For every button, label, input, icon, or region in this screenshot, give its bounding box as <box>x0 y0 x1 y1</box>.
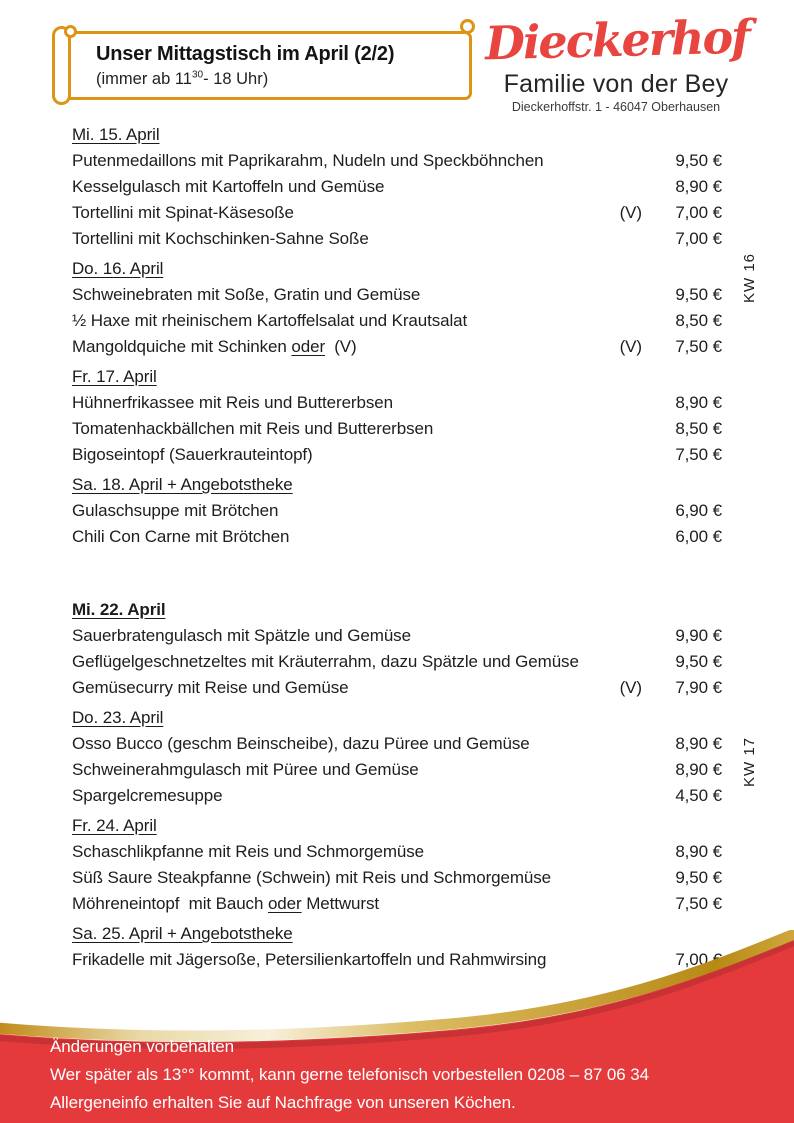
title-banner <box>52 26 472 105</box>
address-line: Dieckerhoffstr. 1 - 46047 Oberhausen <box>511 100 721 114</box>
menu-section-apr24 <box>72 813 722 917</box>
dish-price: 7,00 € <box>675 203 722 222</box>
dish-name: Schweinerahmgulasch mit Püree und Gemüse <box>72 760 419 779</box>
owner-name: Familie von der Bey <box>503 70 729 98</box>
day-heading: Fr. 17. April <box>72 367 157 386</box>
dish-price: 6,90 € <box>675 501 722 520</box>
dish-name: Tortellini mit Spinat-Käsesoße <box>72 203 294 222</box>
dish-name: ½ Haxe mit rheinischem Kartoffelsalat und Krautsalat <box>72 311 468 330</box>
footer-line-preorder: Wer später als 13°° kommt, kann gerne telefonisch vorbestellen 0208 – 87 06 34 <box>50 1065 649 1084</box>
menu-item-row <box>72 623 722 649</box>
dish-name: Tortellini mit Kochschinken-Sahne Soße <box>72 229 369 248</box>
menu-item-row <box>72 226 722 252</box>
menu-section-apr23 <box>72 705 722 809</box>
dish-name: Schweinebraten mit Soße, Gratin und Gemüse <box>72 285 421 304</box>
dish-name-pre: Möhreneintopf mit Bauch <box>72 894 268 913</box>
dish-price: 9,90 € <box>675 626 722 645</box>
footer-line-allergens: Allergeneinfo erhalten Sie auf Nachfrage von unseren Köchen. <box>50 1093 516 1112</box>
day-heading: Do. 16. April <box>72 259 164 278</box>
dish-price: 7,00 € <box>675 950 722 969</box>
dish-price: 8,90 € <box>675 393 722 412</box>
menu-item-row <box>72 442 722 468</box>
dish-price: 8,50 € <box>675 419 722 438</box>
day-heading: Sa. 25. April + Angebotstheke <box>72 924 293 943</box>
scroll-curl-icon <box>64 25 77 38</box>
dish-price: 7,90 € <box>675 678 722 697</box>
dish-price: 7,50 € <box>675 445 722 464</box>
dish-name: Frikadelle mit Jägersoße, Petersilienkartoffeln und Rahmwirsing <box>72 950 547 969</box>
opening-hours-post: - 18 Uhr) <box>203 70 269 88</box>
menu-item-row <box>72 308 722 334</box>
dish-name: Geflügelgeschnetzeltes mit Kräuterrahm, dazu Spätzle und Gemüse <box>72 652 579 671</box>
menu-section-apr18 <box>72 472 722 550</box>
menu-section-apr15 <box>72 122 722 252</box>
dish-name-pre: Mangoldquiche mit Schinken <box>72 337 292 356</box>
menu-item-row <box>72 757 722 783</box>
menu-item-row <box>72 174 722 200</box>
dish-price: 9,50 € <box>675 151 722 170</box>
menu-item-row <box>72 148 722 174</box>
dish-price: 9,50 € <box>675 285 722 304</box>
veg-marker: (V) <box>619 203 642 222</box>
opening-hours-pre: (immer ab 11 <box>96 70 192 88</box>
dish-name-post: Mettwurst <box>301 894 379 913</box>
dish-name: Gemüsecurry mit Reise und Gemüse <box>72 678 349 697</box>
scroll-curl-icon <box>460 19 475 34</box>
dish-name-post: (V) <box>325 337 357 356</box>
menu-item-row <box>72 416 722 442</box>
menu-section-apr22 <box>72 597 722 701</box>
dish-name: Schaschlikpfanne mit Reis und Schmorgemüse <box>72 842 425 861</box>
week-label-kw17: KW 17 <box>741 737 758 788</box>
menu-list <box>72 118 722 973</box>
menu-item-row <box>72 839 722 865</box>
dish-price: 9,50 € <box>675 868 722 887</box>
menu-item-row <box>72 498 722 524</box>
day-heading: Sa. 18. April + Angebotstheke <box>72 475 293 494</box>
page-title: Unser Mittagstisch im April (2/2) <box>96 43 395 65</box>
dish-price: 8,90 € <box>675 734 722 753</box>
menu-item-row <box>72 524 722 550</box>
opening-hours-sup: 30 <box>191 69 204 81</box>
dish-price: 8,90 € <box>675 842 722 861</box>
veg-marker: (V) <box>619 337 642 356</box>
menu-item-row <box>72 731 722 757</box>
dish-name-underlined: oder <box>291 337 325 356</box>
dish-price: 7,50 € <box>675 894 722 913</box>
restaurant-logo <box>484 9 750 115</box>
menu-item-row <box>72 282 722 308</box>
menu-item-row <box>72 200 722 226</box>
footer-line-changes: Änderungen vorbehalten <box>50 1037 235 1056</box>
brand-name: Dieckerhof <box>484 9 750 71</box>
dish-price: 8,90 € <box>675 760 722 779</box>
dish-name <box>72 334 600 360</box>
dish-price: 6,00 € <box>675 527 722 546</box>
banner-frame <box>63 31 472 100</box>
opening-hours <box>96 67 469 91</box>
dish-name: Kesselgulasch mit Kartoffeln und Gemüse <box>72 177 385 196</box>
menu-item-row <box>72 649 722 675</box>
menu-item-row <box>72 675 722 701</box>
dish-price: 7,50 € <box>675 337 722 356</box>
veg-marker: (V) <box>619 678 642 697</box>
dish-name: Sauerbratengulasch mit Spätzle und Gemüse <box>72 626 411 645</box>
day-heading: Mi. 22. April <box>72 600 166 619</box>
dish-name-underlined: oder <box>267 894 302 913</box>
dish-name: Hühnerfrikassee mit Reis und Buttererbsen <box>72 393 393 412</box>
dish-price: 8,50 € <box>675 311 722 330</box>
dish-name: Gulaschsuppe mit Brötchen <box>72 501 279 520</box>
dish-price: 7,00 € <box>675 229 722 248</box>
day-heading: Do. 23. April <box>72 708 164 727</box>
dish-name <box>72 891 600 917</box>
dish-name: Osso Bucco (geschm Beinscheibe), dazu Püree und Gemüse <box>72 734 530 753</box>
footer-notes <box>50 1033 649 1117</box>
menu-section-apr16 <box>72 256 722 360</box>
dish-name: Tomatenhackbällchen mit Reis und Buttererbsen <box>72 419 434 438</box>
dish-name: Spargelcremesuppe <box>72 786 223 805</box>
dish-price: 8,90 € <box>675 177 722 196</box>
dish-price: 9,50 € <box>675 652 722 671</box>
menu-item-row <box>72 783 722 809</box>
dish-price: 4,50 € <box>675 786 722 805</box>
menu-item-row <box>72 865 722 891</box>
menu-item-row <box>72 891 722 917</box>
day-heading: Fr. 24. April <box>72 816 157 835</box>
dish-name: Chili Con Carne mit Brötchen <box>72 527 290 546</box>
dish-name: Süß Saure Steakpfanne (Schwein) mit Reis und Schmorgemüse <box>72 868 552 887</box>
menu-section-apr17 <box>72 364 722 468</box>
day-heading: Mi. 15. April <box>72 125 160 144</box>
menu-item-row <box>72 390 722 416</box>
dish-name: Putenmedaillons mit Paprikarahm, Nudeln und Speckböhnchen <box>72 151 544 170</box>
menu-item-row <box>72 334 722 360</box>
dish-name: Bigoseintopf (Sauerkrauteintopf) <box>72 445 313 464</box>
week-label-kw16: KW 16 <box>741 253 758 304</box>
